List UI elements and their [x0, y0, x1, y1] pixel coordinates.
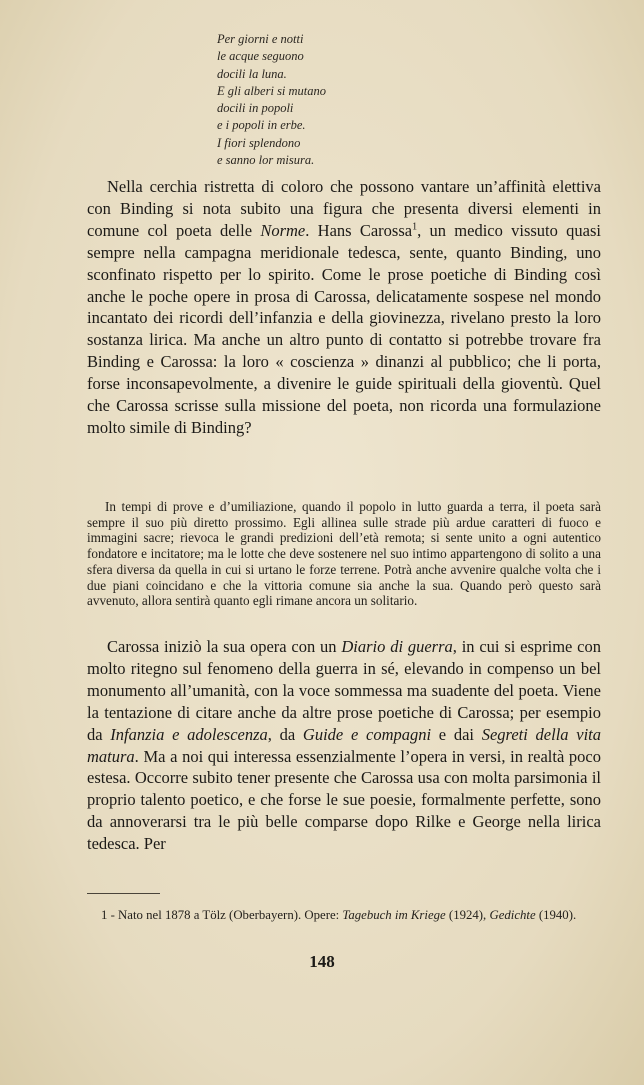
footnote	[87, 908, 601, 924]
poem-line: docili la luna.	[217, 66, 287, 81]
footnote-divider	[87, 893, 160, 894]
poem-line: le acque seguono	[217, 49, 304, 64]
italic-title-diario: Diario di guerra	[341, 637, 453, 656]
poem-line: Per giorni e notti	[217, 32, 304, 46]
poem-line: e sanno lor misura.	[217, 153, 315, 168]
text-run: (1924),	[445, 908, 490, 922]
text-run: , un medico vissuto quasi sempre nella campagna meridionale tedesca, sente, quanto Binding, uno sconfinato rispetto per lo spirito. Come le prose poetiche di Binding così anche le poche opere in prosa di Carossa, delicatamente sospese nel mondo incantato dei ricordi dell’infanzia e della giovinezza, rivelano presto la loro sostanza lirica. Ma anche un altro punto di contatto si potrebbe trovare fra Binding e Carossa: la loro « coscienza » dinanzi al pubblico; che li porta, forse inconsapevolmente, a divenire le guide spirituali della gioventù. Quel che Carossa scrisse sulla missione del poeta, non ricorda una formulazione molto simile di Binding?	[87, 220, 602, 437]
text-run: . Hans Carossa	[305, 220, 413, 240]
text-run: 1 - Nato nel 1878 a Tölz (Oberbayern). Opere:	[101, 908, 343, 922]
text-run: Nella cerchia ristretta di coloro che possono vantare un’affinità elettiva con Binding si nota subito una figura che presenta diversi elementi in comune col poeta delle	[87, 177, 601, 240]
italic-title-norme: Norme	[260, 220, 306, 240]
quote-text: In tempi di prove e d’umiliazione, quando il popolo in lutto guarda a terra, il poeta sarà sempre il suo più diretto prossimo. Egli allinea sulle strade più ardue caratteri di fuoco e immagini sacre; rievoca le grandi predizioni dell’età remota; si sente unito a ogni autentico fondatore e incitatore; ma le lotte che deve sostenere nel suo intimo appartengono di solito a una sfera diversa da quella in cui si urtano le forze terrene. Potrà anche avvenire qualche volta che i due piani coincidano e che la vittoria comune sia anche la sua. Quando però questo sarà avvenuto, allora sentirà quanto egli rimane ancora un solitario.	[87, 499, 601, 609]
text-run: Carossa iniziò la sua opera con un	[107, 637, 342, 656]
text-run: e dai	[431, 724, 482, 744]
text-run: . Ma a noi qui interessa essenzialmente l’opera in versi, in realtà poco estesa. Occorre subito tener presente che Carossa usa con molta parsimonia il proprio talento poetico, e che forse le sue poesie, formalmente perfette, sono da annoverarsi tra le più belle comparse dopo Rilke e George nella lirica tedesca. Per	[87, 746, 601, 854]
text-run: (1940).	[535, 908, 577, 922]
paragraph-binding-carossa	[87, 176, 601, 439]
italic-title-infanzia: Infanzia e adolescenza	[110, 724, 268, 744]
poem-line: I fiori splendono	[217, 135, 301, 150]
italic-title-tagebuch: Tagebuch im Kriege	[342, 908, 446, 922]
poem-line: e i popoli in erbe.	[217, 118, 306, 133]
epigraph-poem	[217, 31, 437, 169]
text-run: , da	[267, 724, 303, 744]
poem-line: docili in popoli	[217, 101, 294, 116]
poem-line: E gli alberi si mutano	[217, 83, 327, 98]
footnote-ref: 1	[412, 221, 418, 233]
block-quote	[87, 499, 601, 609]
italic-title-guide: Guide e compagni	[302, 724, 432, 744]
paragraph-carossa-works	[87, 636, 601, 855]
italic-title-gedichte: Gedichte	[489, 908, 536, 922]
text-run: , in cui si esprime con molto ritegno sul fenomeno della guerra in sé, elevando in compenso un bel monumento all’umanità, con la voce sommessa ma suadente del poeta. Viene la tentazione di citare anche da altre prose poetiche di Carossa; per esempio da	[87, 637, 601, 744]
page-number: 148	[309, 952, 335, 971]
italic-title-segreti: Segreti della vita matura	[87, 724, 602, 766]
